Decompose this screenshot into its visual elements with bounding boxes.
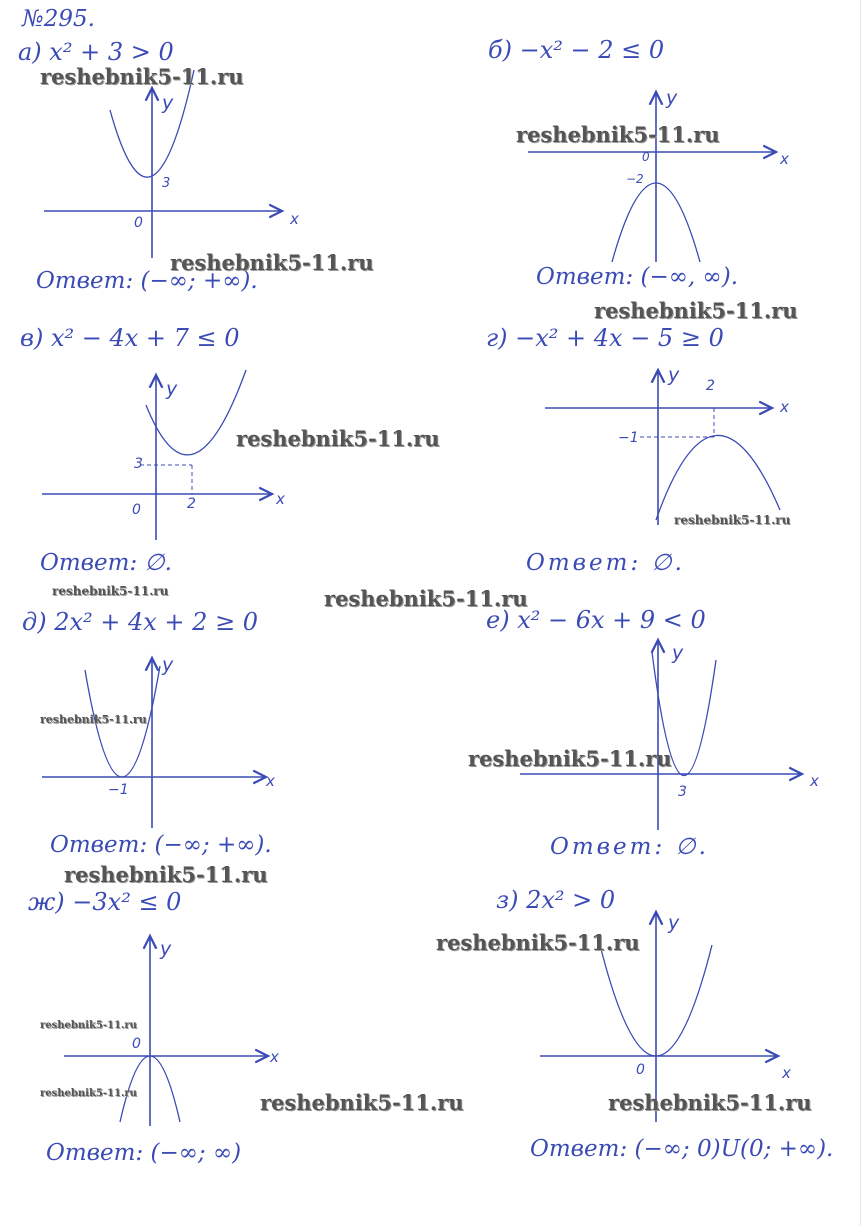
watermark: reshebnik5-11.ru — [324, 586, 528, 611]
graph-b — [528, 92, 776, 262]
mark-v-2: 2 — [187, 496, 196, 512]
answer-g: Ответ: ∅. — [526, 550, 685, 576]
mark-z-0: 0 — [636, 1062, 645, 1078]
x-axis-label: x — [782, 1064, 791, 1082]
watermark: reshebnik5-11.ru — [236, 426, 440, 451]
y-axis-label: y — [672, 642, 684, 664]
inequality-e: е) x² − 6x + 9 < 0 — [486, 606, 706, 634]
mark-v-0: 0 — [132, 502, 141, 518]
answer-d: Ответ: (−∞; +∞). — [50, 832, 272, 858]
mark-g-minus1: −1 — [618, 430, 639, 446]
inequality-zh: ж) −3x² ≤ 0 — [28, 888, 182, 916]
watermark: reshebnik5-11.ru — [64, 862, 268, 887]
watermark: reshebnik5-11.ru — [674, 513, 791, 527]
y-axis-label: y — [160, 938, 172, 960]
answer-zh: Ответ: (−∞; ∞) — [46, 1140, 242, 1166]
watermark: reshebnik5-11.ru — [52, 584, 169, 598]
watermark: reshebnik5-11.ru — [170, 250, 374, 275]
watermark: reshebnik5-11.ru — [608, 1090, 812, 1115]
answer-e: Ответ: ∅. — [550, 834, 709, 860]
answer-a: Ответ: (−∞; +∞). — [36, 268, 258, 294]
mark-a-0: 0 — [134, 215, 143, 231]
inequality-a: а) x² + 3 > 0 — [18, 38, 174, 66]
x-axis-label: x — [276, 490, 285, 508]
graph-e — [520, 640, 802, 830]
mark-a-3: 3 — [162, 176, 171, 191]
y-axis-label: y — [162, 654, 174, 676]
x-axis-label: x — [266, 772, 275, 790]
watermark: reshebnik5-11.ru — [516, 122, 720, 147]
answer-v: Ответ: ∅. — [40, 550, 172, 576]
watermark: reshebnik5-11.ru — [468, 746, 672, 771]
problem-number: №295. — [22, 6, 95, 32]
x-axis-label: x — [810, 772, 819, 790]
inequality-d: д) 2x² + 4x + 2 ≥ 0 — [22, 608, 259, 636]
inequality-b: б) −x² − 2 ≤ 0 — [488, 36, 665, 64]
x-axis-label: x — [290, 210, 299, 228]
x-axis-label: x — [270, 1048, 279, 1066]
inequality-v: в) x² − 4x + 7 ≤ 0 — [20, 324, 240, 352]
mark-b-0: 0 — [642, 150, 650, 164]
y-axis-label: y — [166, 378, 178, 400]
watermark: reshebnik5-11.ru — [40, 1088, 137, 1099]
inequality-g: г) −x² + 4x − 5 ≥ 0 — [486, 324, 724, 352]
watermark: reshebnik5-11.ru — [40, 64, 244, 89]
watermark: reshebnik5-11.ru — [40, 713, 147, 726]
y-axis-label: y — [668, 364, 680, 386]
mark-d-minus1: −1 — [108, 782, 129, 798]
mark-e-3: 3 — [678, 784, 687, 800]
inequality-z: з) 2x² > 0 — [496, 886, 616, 914]
y-axis-label: y — [162, 92, 174, 114]
graph-d — [42, 658, 266, 828]
mark-zh-0: 0 — [132, 1036, 141, 1052]
graph-v — [42, 370, 272, 540]
x-axis-label: x — [780, 398, 789, 416]
y-axis-label: y — [666, 87, 678, 109]
watermark: reshebnik5-11.ru — [40, 1020, 137, 1031]
watermark: reshebnik5-11.ru — [594, 298, 798, 323]
answer-z: Ответ: (−∞; 0)U(0; +∞). — [530, 1136, 834, 1162]
mark-b-minus2: −2 — [626, 172, 644, 186]
graph-g — [545, 370, 780, 525]
x-axis-label: x — [780, 150, 789, 168]
answer-b: Ответ: (−∞, ∞). — [536, 264, 739, 290]
watermark: reshebnik5-11.ru — [260, 1090, 464, 1115]
mark-g-2: 2 — [706, 378, 715, 394]
mark-v-3: 3 — [134, 456, 143, 472]
watermark: reshebnik5-11.ru — [436, 930, 640, 955]
y-axis-label: y — [668, 912, 680, 934]
